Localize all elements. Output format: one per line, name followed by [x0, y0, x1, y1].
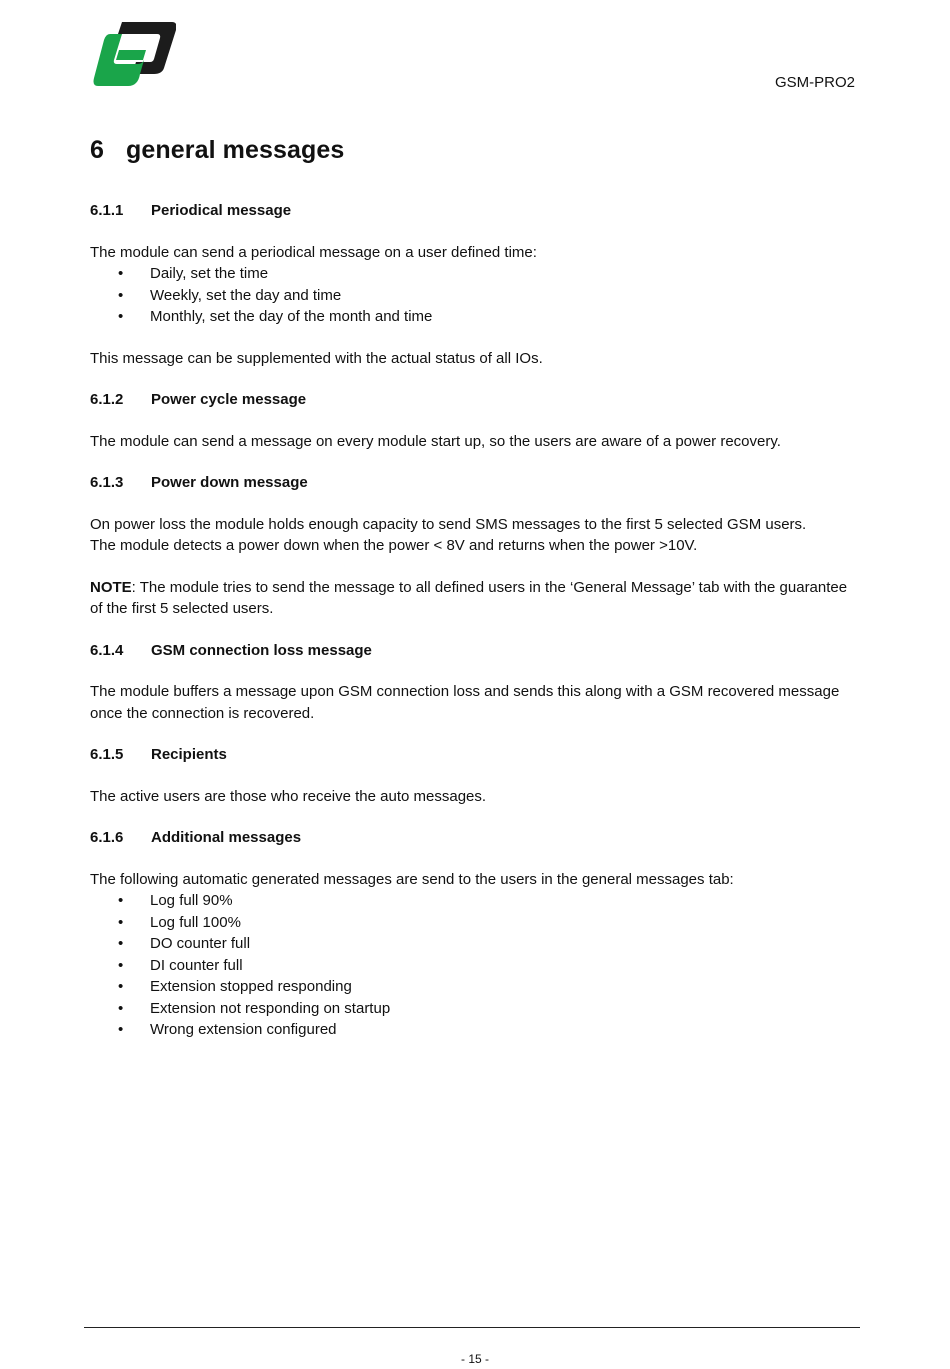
section-heading-gsm-loss	[90, 640, 860, 662]
note-paragraph	[90, 577, 860, 620]
paragraph: This message can be supplemented with the actual status of all IOs.	[90, 349, 543, 367]
list-item: • DO counter full	[90, 933, 860, 955]
section-heading-recipients	[90, 744, 860, 766]
list-item: • Log full 90%	[90, 890, 860, 912]
document-id: GSM-PRO2	[774, 74, 855, 91]
section-heading-additional	[90, 827, 860, 849]
section-number: 6.1.6	[90, 829, 124, 846]
paragraph: The module detects a power down when the power < 8V and returns when the power >10V.	[90, 537, 698, 554]
list-item: • Weekly, set the day and time	[90, 285, 860, 307]
section-title: GSM connection loss message	[151, 641, 372, 659]
section-heading-power-down	[90, 472, 860, 494]
section-title: Additional messages	[151, 829, 302, 846]
section-number: 6.1.5	[90, 746, 124, 763]
list-item: • Extension not responding on startup	[90, 998, 860, 1020]
page-number: - 15 -	[460, 1352, 489, 1366]
company-logo	[92, 22, 176, 86]
list-item: • Log full 100%	[90, 912, 860, 934]
section-title: Power down message	[151, 474, 308, 491]
section-number: 6.1.2	[90, 391, 124, 408]
section-title: Periodical message	[151, 202, 292, 219]
paragraph: On power loss the module holds enough capacity to send SMS messages to the first 5 selected GSM users.	[90, 515, 807, 533]
footer-divider	[84, 1327, 860, 1328]
section-number: 6.1.3	[90, 474, 124, 491]
list-item: • Wrong extension configured	[90, 1019, 860, 1041]
note-text: : The module tries to send the message to all defined users in the ‘General Message’ tab with the guarantee of the first 5 selected users.	[90, 578, 848, 617]
section-number: 6.1.4	[90, 641, 124, 659]
list-item: • Daily, set the time	[90, 263, 860, 285]
section-title: Recipients	[151, 746, 227, 763]
list-item: • Extension stopped responding	[90, 976, 860, 998]
chapter-title	[90, 136, 344, 165]
section-title: Power cycle message	[151, 391, 307, 408]
paragraph: The module can send a periodical message on a user defined time:	[90, 243, 537, 261]
chapter-number: 6	[90, 136, 105, 164]
list-item: • DI counter full	[90, 955, 860, 977]
paragraph: The module can send a message on every module start up, so the users are aware of a power recovery.	[90, 432, 781, 450]
bullet-list	[90, 890, 860, 1041]
bullet-list	[90, 263, 860, 328]
list-item: • Monthly, set the day of the month and time	[90, 306, 860, 328]
document-body	[90, 200, 860, 1041]
paragraph: The module buffers a message upon GSM connection loss and sends this along with a GSM recovered message once the connection is recovered.	[90, 683, 840, 722]
paragraph: The active users are those who receive the auto messages.	[90, 787, 487, 805]
paragraph: The following automatic generated messages are send to the users in the general messages tab:	[90, 870, 734, 888]
section-number: 6.1.1	[90, 202, 124, 219]
section-heading-power-cycle	[90, 389, 860, 411]
chapter-title-text: general messages	[126, 136, 345, 164]
note-label: NOTE	[90, 578, 132, 596]
section-heading-periodical	[90, 200, 860, 222]
